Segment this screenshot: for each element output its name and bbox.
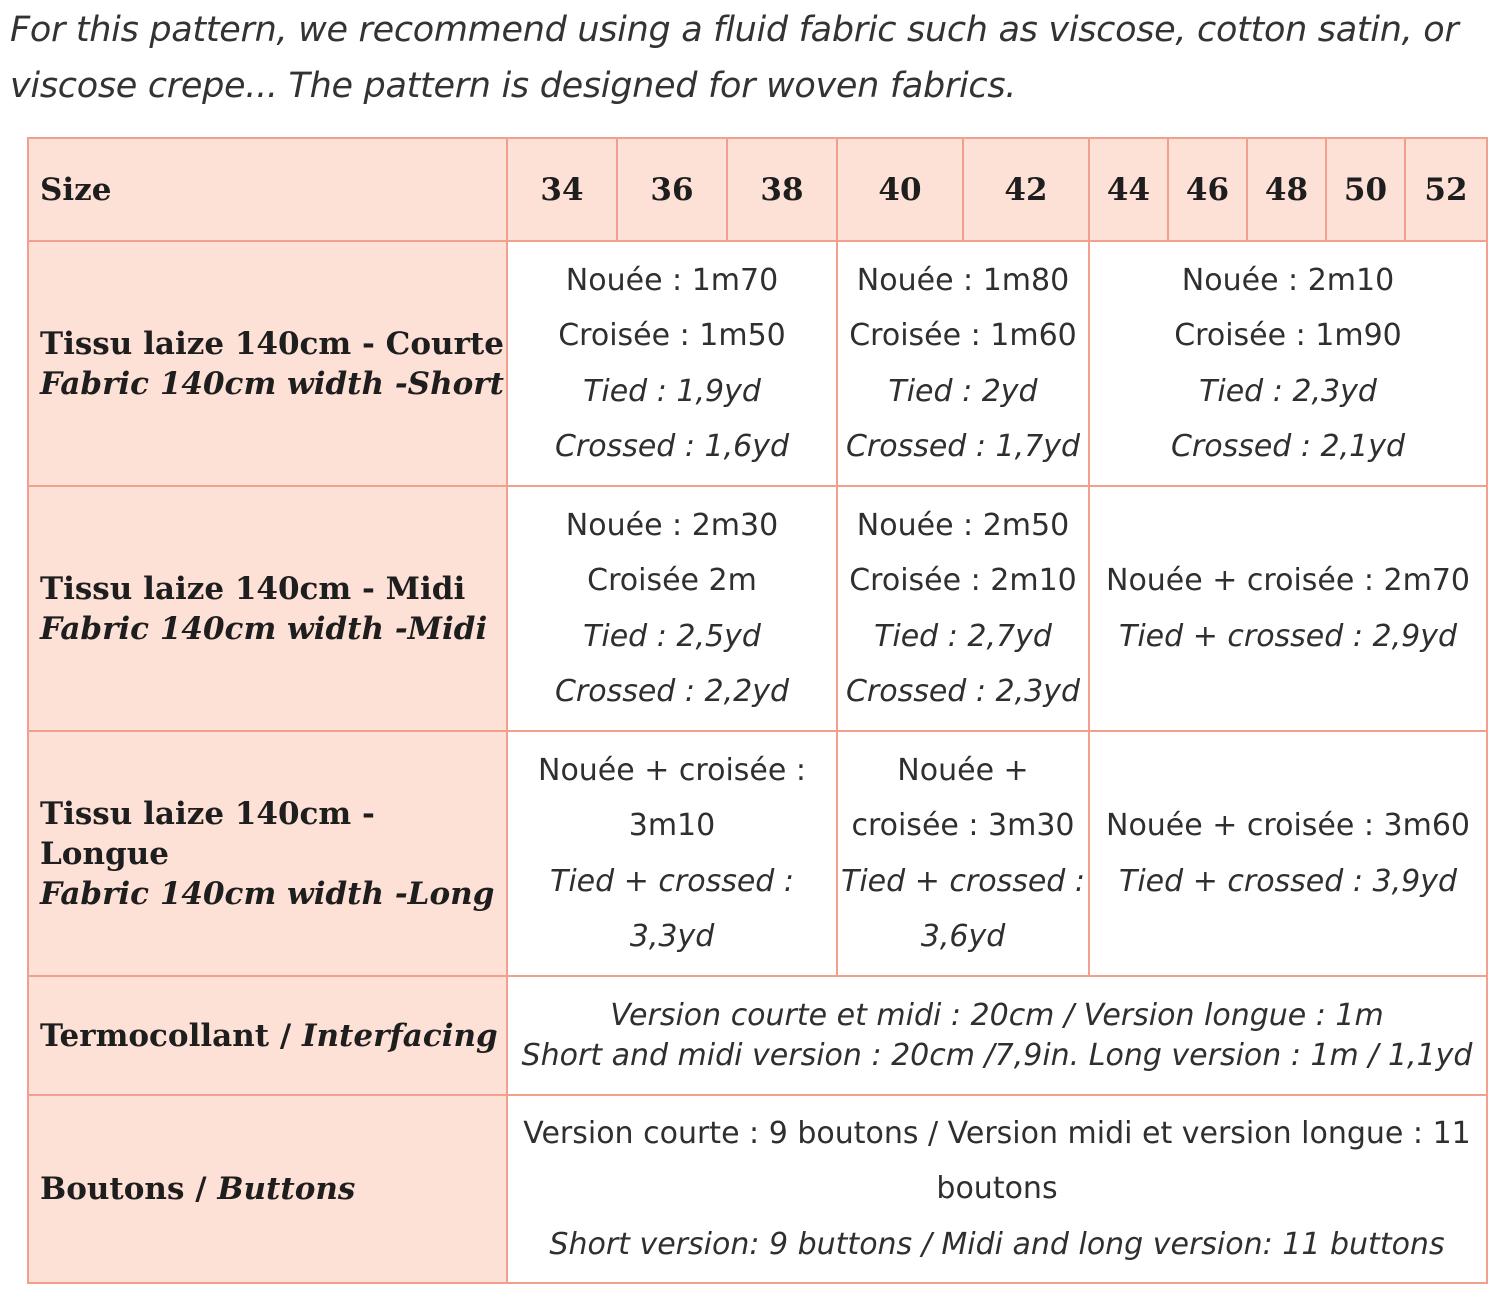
long-g2-fr-b: croisée : 3m30 <box>851 808 1075 843</box>
midi-g2-crossed-fr: Croisée : 2m10 <box>849 563 1077 598</box>
long-g2-fr-a: Nouée + <box>897 752 1029 788</box>
midi-label <box>28 486 507 731</box>
size-50: 50 <box>1326 138 1405 241</box>
size-34: 34 <box>507 138 617 241</box>
short-g3-crossed-en: Crossed : 2,1yd <box>1170 429 1406 464</box>
size-42: 42 <box>963 138 1089 241</box>
buttons-line-fr-a: Version courte : 9 boutons / Version midi et version longue : 11 <box>523 1115 1471 1151</box>
long-g3-fr: Nouée + croisée : 3m60 <box>1106 808 1470 843</box>
short-g1-tied-en: Tied : 1,9yd <box>583 373 761 409</box>
short-sizes-40-42 <box>837 241 1089 486</box>
short-sizes-34-38 <box>507 241 837 486</box>
midi-g3-en: Tied + crossed : 2,9yd <box>1119 618 1457 654</box>
short-row <box>28 241 1487 486</box>
intro-line-1: For this pattern, we recommend using a fluid fabric such as viscose, cotton satin, or <box>10 10 1459 50</box>
size-40: 40 <box>837 138 963 241</box>
buttons-line-fr-b: boutons <box>936 1171 1058 1207</box>
midi-g3-fr: Nouée + croisée : 2m70 <box>1106 563 1470 598</box>
long-row <box>28 731 1487 976</box>
interfacing-label-en: Interfacing <box>302 1017 498 1054</box>
short-g3-tied-en: Tied : 2,3yd <box>1199 373 1377 409</box>
short-label-en: Fabric 140cm width -Short <box>40 365 504 402</box>
midi-g1-tied-fr: Nouée : 2m30 <box>565 507 779 543</box>
short-label <box>28 241 507 486</box>
long-g2-en-b: 3,6yd <box>920 919 1006 954</box>
short-sizes-44-52 <box>1089 241 1487 486</box>
fabric-requirements-table <box>27 137 1488 1284</box>
interfacing-row <box>28 976 1487 1095</box>
size-52: 52 <box>1405 138 1487 241</box>
midi-g1-tied-en: Tied : 2,5yd <box>583 618 761 654</box>
short-g2-crossed-en: Crossed : 1,7yd <box>845 429 1081 464</box>
short-g2-tied-en: Tied : 2yd <box>888 373 1038 409</box>
size-48: 48 <box>1247 138 1326 241</box>
interfacing-label-fr: Termocollant / <box>40 1017 303 1054</box>
long-g1-en-b: 3,3yd <box>629 919 715 954</box>
short-g1-crossed-fr: Croisée : 1m50 <box>558 318 786 353</box>
midi-label-en: Fabric 140cm width -Midi <box>40 610 488 647</box>
long-g3-en: Tied + crossed : 3,9yd <box>1119 863 1457 899</box>
midi-row <box>28 486 1487 731</box>
intro-paragraph <box>10 2 1500 114</box>
midi-g2-tied-fr: Nouée : 2m50 <box>856 507 1070 543</box>
size-46: 46 <box>1168 138 1247 241</box>
short-g1-crossed-en: Crossed : 1,6yd <box>554 429 790 464</box>
buttons-row <box>28 1095 1487 1283</box>
buttons-line-en: Short version: 9 buttons / Midi and long version: 11 buttons <box>549 1226 1445 1262</box>
buttons-label <box>28 1095 507 1283</box>
long-label-fr: Tissu laize 140cm - Longue <box>40 795 375 872</box>
midi-sizes-44-52 <box>1089 486 1487 731</box>
long-g2-en-a: Tied + crossed : <box>841 863 1085 899</box>
long-g1-en-a: Tied + crossed : <box>550 863 794 899</box>
midi-g1-crossed-fr: Croisée 2m <box>587 563 757 598</box>
short-g3-crossed-fr: Croisée : 1m90 <box>1174 318 1402 353</box>
midi-g1-crossed-en: Crossed : 2,2yd <box>554 674 790 709</box>
long-label <box>28 731 507 976</box>
midi-g2-tied-en: Tied : 2,7yd <box>874 618 1052 654</box>
interfacing-label <box>28 976 507 1095</box>
long-g1-fr-a: Nouée + croisée : <box>538 752 806 788</box>
size-44: 44 <box>1089 138 1168 241</box>
short-g2-crossed-fr: Croisée : 1m60 <box>849 318 1077 353</box>
short-g3-tied-fr: Nouée : 2m10 <box>1181 262 1395 298</box>
size-label: Size <box>28 138 507 241</box>
buttons-value <box>507 1095 1487 1283</box>
interfacing-line-fr: Version courte et midi : 20cm / Version longue : 1m <box>610 997 1384 1033</box>
long-label-en: Fabric 140cm width -Long <box>40 875 495 912</box>
buttons-label-fr: Boutons / <box>40 1171 218 1207</box>
intro-line-2: viscose crepe... The pattern is designed for woven fabrics. <box>10 66 1017 106</box>
midi-sizes-34-38 <box>507 486 837 731</box>
size-header-row <box>28 138 1487 241</box>
size-38: 38 <box>727 138 837 241</box>
long-sizes-34-38 <box>507 731 837 976</box>
interfacing-line-en: Short and midi version : 20cm /7,9in. Long version : 1m / 1,1yd <box>521 1037 1473 1073</box>
buttons-label-en: Buttons <box>217 1171 356 1207</box>
midi-label-fr: Tissu laize 140cm - Midi <box>40 570 466 607</box>
size-36: 36 <box>617 138 727 241</box>
midi-g2-crossed-en: Crossed : 2,3yd <box>845 674 1081 709</box>
interfacing-value <box>507 976 1487 1095</box>
long-g1-fr-b: 3m10 <box>628 808 716 843</box>
short-g2-tied-fr: Nouée : 1m80 <box>856 262 1070 298</box>
long-sizes-44-52 <box>1089 731 1487 976</box>
short-g1-tied-fr: Nouée : 1m70 <box>565 262 779 298</box>
midi-sizes-40-42 <box>837 486 1089 731</box>
short-label-fr: Tissu laize 140cm - Courte <box>40 325 504 362</box>
long-sizes-40-42 <box>837 731 1089 976</box>
